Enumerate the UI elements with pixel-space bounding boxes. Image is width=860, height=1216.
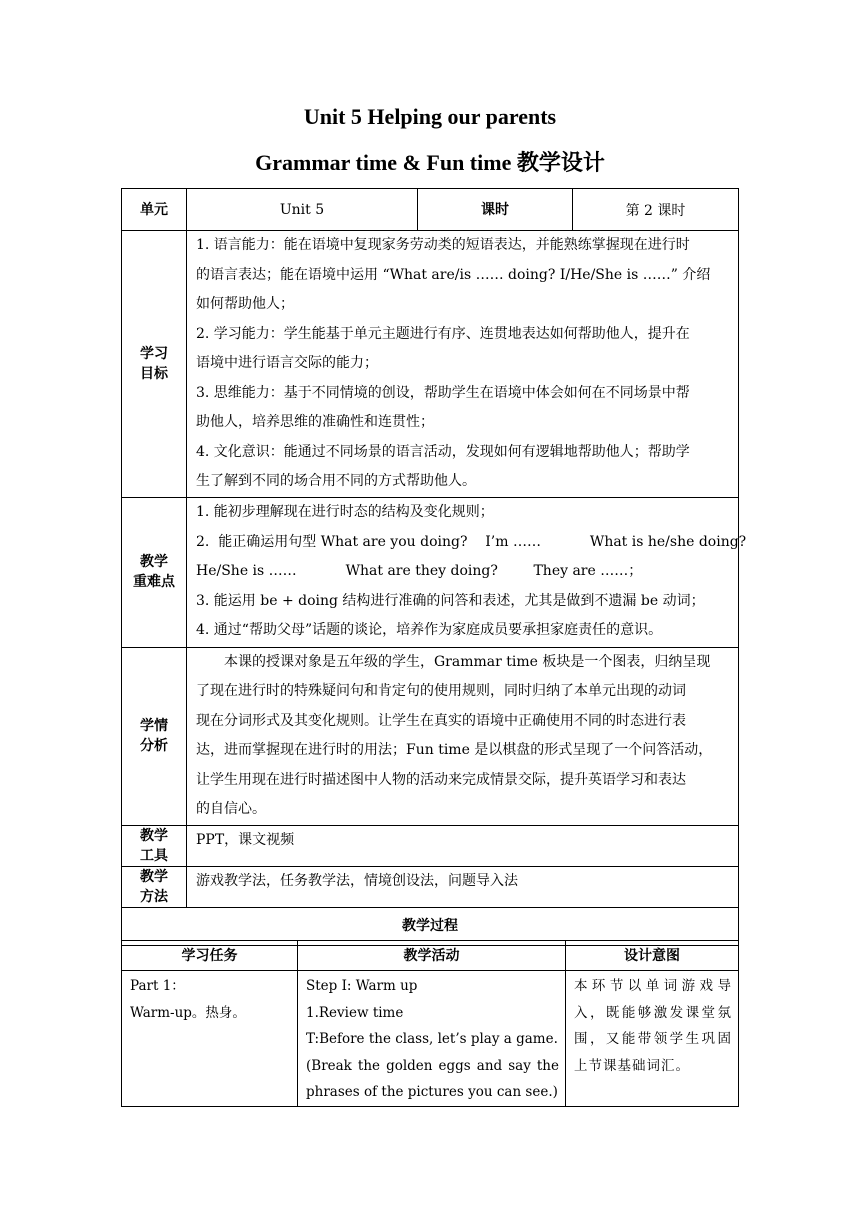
col-task-header: 学习任务: [122, 941, 298, 971]
unit-value: Unit 5: [187, 189, 418, 231]
document-title: Unit 5 Helping our parents: [303, 104, 557, 129]
document-subtitle: Grammar time & Fun time 教学设计: [255, 150, 605, 175]
process-title: 教学过程: [122, 907, 739, 945]
unit-row: [122, 189, 739, 231]
objectives-label: 学习 目标: [122, 231, 187, 498]
process-header-row: [122, 941, 739, 971]
objectives-content: 1. 语言能力：能在语境中复现家务劳动类的短语表达，并能熟练掌握现在进行时 的语言表达；能在语境中运用 “What are/is …… doing? I/He/She is ……” 介绍 如何帮助他人； 2. 学习能力：学生能基于单元主题进行有序、连贯地表达如何帮助他人，提升在 语境中进行语言交际的能力； 3. 思维能力：基于不同情境的创设，帮助学生在语境中体会如何在不同场景中帮 助他人，培养思维的准确性和连贯性； 4. 文化意识：能通过不同场景的语言活动，发现如何有逻辑地帮助他人；帮助学 生了解到不同的场合用不同的方式帮助他人。: [187, 231, 739, 498]
process-row-part1: [122, 971, 739, 1107]
intent-cell: 本环节以单词游戏导 入，既能够激发课堂氛 围，又能带领学生巩固 上节课基础词汇。: [566, 971, 739, 1107]
objectives-row: [122, 231, 739, 498]
tools-label: 教学 工具: [122, 825, 187, 866]
analysis-content: 本课的授课对象是五年级的学生，Grammar time 板块是一个图表，归纳呈现 了现在进行时的特殊疑问句和肯定句的使用规则，同时归纳了本单元出现的动词 现在分词形式及其变化规则。让学生在真实的语境中正确使用不同的时态进行表 达，进而掌握现在进行时的用法；Fun time 是以棋盘的形式呈现了一个问答活动， 让学生用现在进行时描述图中人物的活动来完成情景交际，提升英语学习和表达 的自信心。: [187, 647, 739, 825]
methods-label: 教学 方法: [122, 866, 187, 907]
activity-cell: Step I: Warm up 1.Review time T:Before the class, let’s play a game. (Break the golden eggs and say the phrases of the pictures you can see.): [298, 971, 566, 1107]
period-value: 第 2 课时: [573, 189, 739, 231]
key-points-label: 教学 重难点: [122, 497, 187, 647]
methods-value: 游戏教学法，任务教学法，情境创设法，问题导入法: [187, 866, 739, 907]
process-table: [121, 940, 739, 1107]
analysis-label: 学情 分析: [122, 647, 187, 825]
key-points-row: [122, 497, 739, 647]
task-cell: Part 1： Warm-up。热身。: [122, 971, 298, 1107]
period-label: 课时: [418, 189, 573, 231]
lesson-info-table: [121, 188, 747, 946]
unit-label: 单元: [122, 189, 187, 231]
methods-row: [122, 866, 739, 907]
key-points-content: 1. 能初步理解现在进行时态的结构及变化规则； 2. 能正确运用句型 What are you doing? I’m …… What is he/she doing? He/She is …… What are they doing? They are ……； 3. 能运用 be + doing 结构进行准确的问答和表述，尤其是做到不遗漏 be 动词； 4. 通过“帮助父母”话题的谈论，培养作为家庭成员要承担家庭责任的意识。: [187, 497, 739, 647]
col-intent-header: 设计意图: [566, 941, 739, 971]
tools-value: PPT，课文视频: [187, 825, 739, 866]
col-activity-header: 教学活动: [298, 941, 566, 971]
tools-row: [122, 825, 739, 866]
analysis-row: [122, 647, 739, 825]
